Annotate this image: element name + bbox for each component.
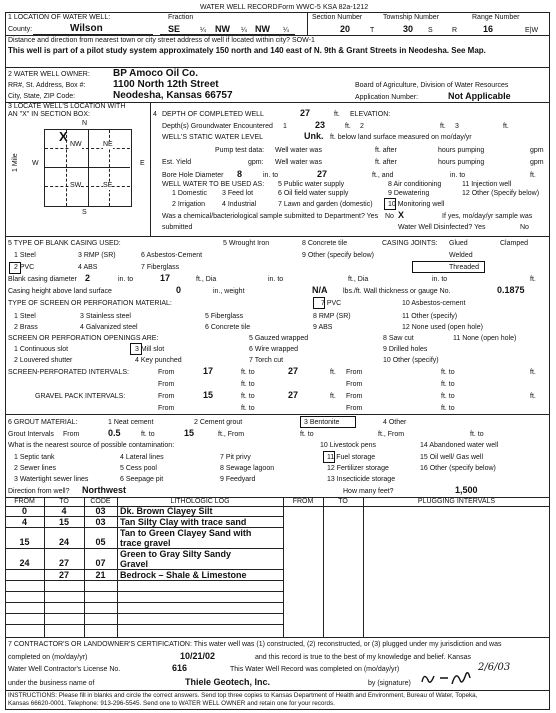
fraction-2: NW — [215, 24, 230, 34]
rule — [45, 148, 130, 149]
opening-5: 5 Gauzed wrapped — [249, 335, 309, 342]
row-5-to: 21 — [95, 570, 106, 580]
mile-label: 1 Mile — [12, 153, 19, 172]
section-4-number: 4 — [153, 111, 157, 118]
use-4: 4 Industrial — [222, 201, 257, 208]
contam-7: 7 Pit privy — [220, 454, 251, 461]
use-label: WELL WATER TO BE USED AS: — [162, 181, 265, 188]
perf-from-label: From — [158, 369, 175, 376]
gw-1-num: 1 — [283, 123, 287, 130]
row-1-to: 4 — [61, 506, 67, 516]
static-suffix: ft. below land surface measured on mo/day/yr — [330, 134, 472, 141]
section-5-label: 5 TYPE OF BLANK CASING USED: — [8, 240, 121, 247]
depth-label: DEPTH OF COMPLETED WELL — [162, 111, 264, 118]
row-5-log: Bedrock – Shale & Limestone — [120, 570, 247, 580]
yield-label: Est. Yield — [162, 159, 192, 166]
section-box[interactable] — [44, 129, 132, 207]
well-location-mark: X — [59, 129, 68, 144]
contam-4: 4 Lateral lines — [120, 454, 164, 461]
rule — [45, 167, 130, 168]
form-number: Form WWC-5 — [278, 4, 321, 11]
signature-mark — [418, 668, 478, 690]
row-5-from: 27 — [58, 570, 69, 580]
opening-7: 7 Torch cut — [249, 357, 284, 364]
casing-diameter: 2 — [85, 273, 91, 283]
license-number: 616 — [172, 663, 188, 673]
fraction-label: Fraction — [168, 14, 194, 21]
compass-w: W — [32, 160, 39, 167]
casing-8: 8 Concrete tile — [302, 240, 348, 247]
disinfected-no: No — [520, 224, 529, 231]
groundwater-label: Depth(s) Groundwater Encountered — [162, 123, 273, 130]
perf-ft-2: ft. — [530, 369, 536, 376]
log-header-to: TO — [59, 498, 69, 505]
county-value: Wilson — [70, 23, 103, 34]
row-2-log: Tan Silty Clay with trace sand — [120, 517, 247, 527]
opening-1: 1 Continuous slot — [14, 346, 69, 353]
grout-intervals-label: Grout Intervals — [8, 431, 54, 438]
grout-3-selected[interactable] — [300, 416, 356, 428]
gravel-from-2-label: From — [346, 393, 363, 400]
yield-gpm: gpm: — [248, 159, 264, 166]
use-9: 9 Dewatering — [388, 190, 430, 197]
use-7: 7 Lawn and garden (domestic) — [278, 201, 373, 208]
section-1-label: 1 LOCATION OF WATER WELL: — [8, 14, 111, 21]
casing-3: 3 RMP (SR) — [78, 252, 116, 259]
casing-weight: N/A — [312, 285, 328, 295]
form-statute: KSA 82a-1212 — [323, 4, 369, 11]
county-label: County: — [8, 26, 33, 33]
casing-7: 7 Fiberglass — [141, 264, 180, 271]
log-header-plugging: PLUGGING INTERVALS — [417, 498, 496, 505]
township-prefix: T — [370, 27, 375, 34]
disinfected-label: Water Well Disinfected? Yes — [398, 224, 486, 231]
screen-4: 4 Galvanized steel — [80, 324, 138, 331]
opening-6: 6 Wire wrapped — [249, 346, 299, 353]
joint-threaded: Threaded — [449, 264, 479, 271]
rule — [5, 624, 283, 625]
ft-dia-2: ft., Dia — [348, 276, 369, 283]
location-description: This well is part of a pilot study system approximately 150 north and 140 east of N. 9th & Grant Streets in Neodesha. See Map. — [8, 46, 486, 55]
completed-label: completed on (mo/day/yr) — [8, 654, 88, 661]
contam-5: 5 Cess pool — [120, 465, 157, 472]
perf-from: 17 — [203, 366, 214, 376]
hours-1: hours pumping — [438, 147, 485, 154]
opening-9: 9 Drilled holes — [383, 346, 428, 353]
use-3: 3 Feed lot — [222, 190, 254, 197]
use-6: 6 Oil field water supply — [278, 190, 349, 197]
joints-label: CASING JOINTS: — [382, 240, 438, 247]
chem-label: Was a chemical/bacteriological sample submitted to Department? Yes — [162, 213, 379, 220]
unit-ft: ft. — [440, 123, 446, 130]
gravel-from-3-label: From — [158, 405, 175, 412]
application-number-label: Application Number: — [355, 94, 419, 101]
opening-3-mill-slot: 3 Mill slot — [135, 346, 165, 353]
screen-11: 11 Other (specify) — [402, 313, 458, 320]
submitted-label: submitted — [162, 224, 193, 231]
elevation-label: ELEVATION: — [350, 111, 391, 118]
after-1: ft. after — [375, 147, 397, 154]
grout-from-label: From — [63, 431, 80, 438]
screen-7-pvc: 7 PVC — [321, 300, 342, 307]
perf-ft: ft. — [330, 369, 336, 376]
bore-in-to: in. to — [263, 172, 279, 179]
ft-and: ft., and — [372, 172, 394, 179]
howmany: 1,500 — [455, 485, 478, 495]
unit-ft: ft. — [345, 123, 351, 130]
casing-1: 1 Steel — [14, 252, 36, 259]
rule — [5, 236, 550, 237]
opening-8: 8 Saw cut — [383, 335, 414, 342]
casing-4: 4 ABS — [78, 264, 98, 271]
screen-label: TYPE OF SCREEN OR PERFORATION MATERIAL: — [8, 300, 172, 307]
grout-1: 1 Neat cement — [108, 419, 154, 426]
address-label: RR#, St. Address, Box #: — [8, 82, 86, 89]
contam-14: 14 Abandoned water well — [420, 442, 499, 449]
gravel-label: GRAVEL PACK INTERVALS: — [35, 393, 126, 400]
contam-11-selected[interactable] — [323, 451, 335, 463]
use-11: 11 Injection well — [462, 181, 512, 188]
grout-2: 2 Cement grout — [194, 419, 243, 426]
gravel-from-label: From — [158, 393, 175, 400]
depth-value: 27 — [300, 108, 311, 118]
screen-5: 5 Fiberglass — [205, 313, 244, 320]
row-2-code: 03 — [95, 517, 106, 527]
owner-address: 1100 North 12th Street — [113, 79, 219, 90]
chem-no: No — [385, 213, 394, 220]
log-header-code: CODE — [90, 498, 111, 505]
weight-label: in., weight — [213, 288, 245, 295]
township-dir: S — [428, 27, 433, 34]
instructions-2: Kansas 66620-0001. Telephone: 913-296-5545. Send one to WATER WELL OWNER and retain one for your records. — [8, 700, 335, 707]
joint-glued: Glued — [449, 240, 468, 247]
grout-ft-from-2: ft., From — [378, 431, 405, 438]
log-header-lithologic: LITHOLOGIC LOG — [170, 498, 230, 505]
perf-from-4-label: From — [346, 381, 363, 388]
joint-threaded-selected[interactable] — [412, 261, 485, 273]
rule — [363, 497, 364, 637]
unit-ft: ft. — [503, 123, 509, 130]
row-4-log-2: Gravel — [120, 559, 149, 569]
contam-label: What is the nearest source of possible contamination: — [8, 442, 175, 449]
rule — [5, 35, 550, 36]
gravel-to-2-label: ft. to — [441, 393, 455, 400]
direction: Northwest — [82, 485, 127, 495]
township-number: 30 — [403, 24, 414, 34]
screen-3: 3 Stainless steel — [80, 313, 131, 320]
form-title: WATER WELL RECORD — [200, 4, 278, 11]
use-8: 8 Air conditioning — [388, 181, 442, 188]
record-label: This Water Well Record was completed on (mo/day/yr) — [230, 666, 400, 673]
grout-4: 4 Other — [383, 419, 407, 426]
fraction-1: SE — [168, 24, 181, 34]
row-4-log-1: Green to Gray Silty Sandy — [120, 549, 232, 559]
wall-thickness: 0.1875 — [497, 285, 525, 295]
screen-1: 1 Steel — [14, 313, 36, 320]
use-2: 2 Irrigation — [172, 201, 206, 208]
casing-5: 5 Wrought Iron — [223, 240, 270, 247]
grout-to-3-label: ft. to — [470, 431, 484, 438]
compass-e: E — [140, 160, 145, 167]
ft-dia-1: ft., Dia — [196, 276, 217, 283]
rule — [5, 414, 550, 415]
compass-n: N — [82, 120, 88, 127]
application-number: Not Applicable — [448, 91, 511, 101]
screen-8: 8 RMP (SR) — [313, 313, 351, 320]
gravel-from-4-label: From — [346, 405, 363, 412]
row-3-from: 15 — [19, 537, 30, 547]
bore-label: Bore Hole Diameter — [162, 172, 224, 179]
perf-to-3-label: ft. to — [241, 381, 255, 388]
gravel-to: 27 — [288, 390, 299, 400]
rule — [150, 102, 151, 237]
opening-3-selected[interactable] — [130, 343, 142, 355]
row-4-to: 27 — [58, 558, 69, 568]
contam-12: 12 Fertilizer storage — [327, 465, 389, 472]
gpm-2: gpm — [530, 159, 544, 166]
opening-10: 10 Other (specify) — [383, 357, 439, 364]
opening-11: 11 None (open hole) — [453, 335, 517, 342]
rule — [45, 186, 130, 187]
row-1-code: 03 — [95, 506, 106, 516]
howmany-label: How many feet? — [343, 488, 394, 495]
range-number: 16 — [483, 24, 494, 34]
section-number-label: Section Number — [312, 14, 363, 21]
rule — [323, 497, 324, 637]
instructions-1: INSTRUCTIONS: Please fill in blanks and circle the correct answers. Send top three copies to Kansas Department of Health and Environment, Bureau of Water, Topeka, — [8, 692, 478, 699]
in-to: in. to — [118, 276, 134, 283]
bore-to: 27 — [317, 169, 328, 179]
board-label: Board of Agriculture, Division of Water Resources — [355, 82, 509, 89]
row-4-from: 24 — [19, 558, 30, 568]
row-3-to: 24 — [58, 537, 69, 547]
log-header-from-2: FROM — [292, 498, 314, 505]
compass-s: S — [82, 209, 87, 216]
gw-2-num: 2 — [360, 123, 364, 130]
rule — [307, 12, 308, 35]
row-3-log-2: trace gravel — [120, 538, 171, 548]
casing-2-pvc: 2 PVC — [14, 264, 35, 271]
fraction-3: NW — [255, 24, 270, 34]
unit-ft: ft. — [530, 276, 536, 283]
true-text: and this record is true to the best of my knowledge and belief. Kansas — [255, 654, 471, 661]
perf-to-4-label: ft. to — [441, 381, 455, 388]
casing-to: 17 — [160, 273, 171, 283]
range-prefix: R — [452, 27, 458, 34]
casing-height: 0 — [176, 285, 182, 295]
in-to: in. to — [268, 276, 284, 283]
section-2-label: 2 WATER WELL OWNER: — [8, 71, 90, 78]
opening-2: 2 Louvered shutter — [14, 357, 73, 364]
business-label: under the business name of — [8, 680, 95, 687]
casing-9: 9 Other (specify below) — [302, 252, 374, 259]
grout-to: 15 — [184, 428, 195, 438]
joint-welded: Welded — [449, 252, 473, 259]
rule — [5, 591, 283, 592]
opening-4: 4 Key punched — [135, 357, 182, 364]
gravel-to-3-label: ft. to — [241, 405, 255, 412]
owner-name: BP Amoco Oil Co. — [113, 68, 199, 79]
log-header-to-2: TO — [338, 498, 348, 505]
record-date: 2/6/03 — [478, 662, 511, 673]
row-4-code: 07 — [95, 558, 106, 568]
rule — [5, 637, 550, 638]
casing-2-selected[interactable] — [9, 262, 21, 274]
row-2-from: 4 — [21, 517, 27, 527]
contam-1: 1 Septic tank — [14, 454, 55, 461]
grout-from: 0.5 — [108, 428, 121, 438]
contam-11-fuel: 11 Fuel storage — [327, 454, 376, 461]
groundwater-depth-1: 23 — [315, 120, 326, 130]
unit-ft: ft. — [530, 172, 536, 179]
license-label: Water Well Contractor's License No. — [8, 666, 121, 673]
signature-label: by (signature) — [368, 680, 411, 687]
quarter-2: ¼ — [241, 27, 247, 34]
static-level-label: WELL'S STATIC WATER LEVEL — [162, 134, 264, 141]
use-12: 12 Other (Specify below) — [462, 190, 540, 197]
contam-2: 2 Sewer lines — [14, 465, 57, 472]
contam-13: 13 Insecticide storage — [327, 476, 396, 483]
distance-label: Distance and direction from nearest town or city street address of well if located within city? SOW-1 — [8, 37, 315, 44]
row-2-to: 15 — [58, 517, 69, 527]
rule — [5, 613, 283, 614]
grout-to-label: ft. to — [141, 431, 155, 438]
section-3-label-2: AN "X" IN SECTION BOX: — [8, 111, 90, 118]
height-label: Casing height above land surface — [8, 288, 112, 295]
gpm-1: gpm — [530, 147, 544, 154]
screen-9: 9 ABS — [313, 324, 333, 331]
quarter-3: ¼ — [283, 27, 289, 34]
gravel-from: 15 — [203, 390, 214, 400]
quadrant-ne: NE — [103, 141, 113, 148]
range-dir: E|W — [525, 27, 539, 34]
city-label: City, State, ZIP Code: — [8, 93, 76, 100]
wall-label: lbs./ft. Wall thickness or gauge No. — [343, 288, 451, 295]
chem-no-mark: X — [398, 210, 405, 220]
bore-in-to-2: in. to — [450, 172, 466, 179]
rule — [5, 67, 550, 68]
bore-diameter: 8 — [237, 169, 243, 179]
casing-6: 6 Asbestos-Cement — [141, 252, 203, 259]
use-10-monitoring: 10 Monitoring well — [388, 201, 445, 208]
contam-8: 8 Sewage lagoon — [220, 465, 275, 472]
in-to: in. to — [432, 276, 448, 283]
screen-7-selected[interactable] — [313, 297, 325, 309]
row-1-log: Dk. Brown Clayey Silt — [120, 506, 213, 516]
openings-label: SCREEN OR PERFORATION OPENINGS ARE: — [8, 335, 159, 342]
gravel-ft: ft. — [330, 393, 336, 400]
gravel-ft-2: ft. — [530, 393, 536, 400]
section-3-label: 3 LOCATE WELL'S LOCATION WITH — [8, 103, 126, 110]
use-5: 5 Public water supply — [278, 181, 345, 188]
unit-ft: ft. — [334, 111, 340, 118]
screen-2: 2 Brass — [14, 324, 38, 331]
section-number: 20 — [340, 24, 351, 34]
quarter-1: ¼ — [200, 27, 206, 34]
quadrant-se: SE — [103, 182, 113, 189]
grout-ft-from: ft., From — [218, 431, 245, 438]
contam-6: 6 Seepage pit — [120, 476, 164, 483]
quadrant-sw: SW — [70, 182, 82, 189]
pump-wl-2: Well water was — [275, 159, 322, 166]
row-3-log-1: Tan to Green Clayey Sand with — [120, 528, 252, 538]
section-6-label: 6 GROUT MATERIAL: — [8, 419, 78, 426]
pump-label: Pump test data: — [215, 147, 265, 154]
contam-9: 9 Feedyard — [220, 476, 256, 483]
township-label: Township Number — [383, 14, 440, 21]
contam-10: 10 Livestock pens — [320, 442, 377, 449]
screen-12: 12 None used (open hole) — [402, 324, 483, 331]
static-level: Unk. — [304, 131, 324, 141]
log-header-from: FROM — [14, 498, 35, 505]
chem-tail: If yes, mo/day/yr sample was — [442, 213, 533, 220]
completed-date: 10/21/02 — [180, 651, 216, 661]
grout-3-bentonite: 3 Bentonite — [304, 419, 340, 426]
quadrant-nw: NW — [70, 141, 82, 148]
row-3-code: 05 — [95, 537, 106, 547]
perf-from-2-label: From — [346, 369, 363, 376]
grout-to-2-label: ft. to — [300, 431, 314, 438]
use-10-selected[interactable] — [384, 198, 396, 210]
gravel-to-4-label: ft. to — [441, 405, 455, 412]
rule — [5, 580, 283, 581]
after-2: ft. after — [375, 159, 397, 166]
perf-to-2-label: ft. to — [441, 369, 455, 376]
rule — [5, 690, 550, 691]
rule — [5, 602, 283, 603]
row-1-from: 0 — [21, 506, 27, 516]
pump-wl: Well water was — [275, 147, 322, 154]
perf-to: 27 — [288, 366, 299, 376]
contam-15: 15 Oil well/ Gas well — [420, 454, 484, 461]
diam-label: Blank casing diameter — [8, 276, 77, 283]
gravel-to-label: ft. to — [241, 393, 255, 400]
screen-6: 6 Concrete tile — [205, 324, 251, 331]
section-7-line-1: 7 CONTRACTOR'S OR LANDOWNER'S CERTIFICATION: This water well was (1) constructed, (2) reconstructed, or (3) plugged under my jurisdiction and was — [8, 641, 502, 648]
perf-to-label: ft. to — [241, 369, 255, 376]
perf-from-3-label: From — [158, 381, 175, 388]
perf-label: SCREEN-PERFORATED INTERVALS: — [8, 369, 129, 376]
gw-3-num: 3 — [455, 123, 459, 130]
screen-10: 10 Asbestos-cement — [402, 300, 466, 307]
rule — [283, 497, 284, 637]
owner-city: Neodesha, Kansas 66757 — [113, 90, 233, 101]
direction-label: Direction from well? — [8, 488, 70, 495]
contam-16: 16 Other (specify below) — [420, 465, 496, 472]
use-1: 1 Domestic — [172, 190, 208, 197]
range-label: Range Number — [472, 14, 520, 21]
joint-clamped: Clamped — [500, 240, 529, 247]
hours-2: hours pumping — [438, 159, 485, 166]
rule — [117, 497, 118, 637]
rule — [88, 130, 89, 206]
contam-3: 3 Watertight sewer lines — [14, 476, 89, 483]
business-name: Thiele Geotech, Inc. — [185, 677, 271, 687]
